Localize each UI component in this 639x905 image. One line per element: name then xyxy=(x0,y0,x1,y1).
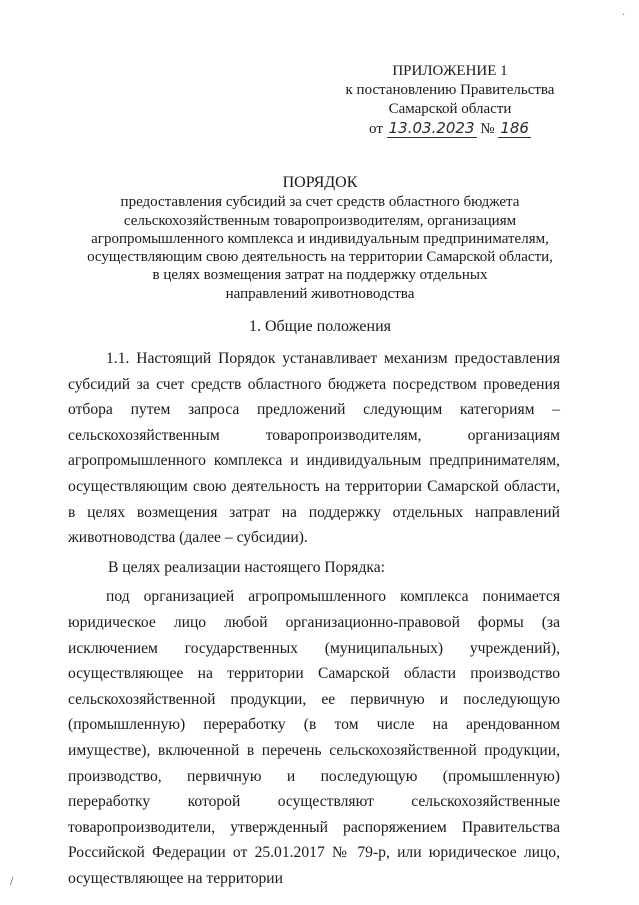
handwritten-date: 13.03.2023 xyxy=(388,119,475,137)
appendix-line-2: Самарской области xyxy=(388,101,512,117)
subtitle-line: в целях возмещения затрат на поддержку отдельных xyxy=(152,267,488,284)
handwritten-number: 186 xyxy=(500,119,529,137)
appendix-header xyxy=(300,62,600,139)
subtitle-line: направлений животноводства xyxy=(225,285,415,302)
appendix-date-line xyxy=(300,119,600,139)
appendix-line-1: к постановлению Правительства xyxy=(345,82,555,98)
subtitle-line: сельскохозяйственным товаропроизводителям, организациям xyxy=(123,212,517,229)
number-sign: № xyxy=(480,121,495,137)
paragraph-1-1: 1.1. Настоящий Порядок устанавливает механизм предоставления субсидий за счет средств областного бюджета посредством проведения отбора путем запроса предложений следующим категориям – сельскохозяйственным товаропроизводителям, организациям агропромышленного комплекса и индивидуальным предпринимателям, осуществляющим свою деятельность на территории Самарской области, в целях возмещения затрат на поддержку отдельных направлений животноводства (далее – субсидии). xyxy=(68,350,560,547)
date-prefix: от xyxy=(369,121,383,137)
subtitle-line: осуществляющим свою деятельность на территории Самарской области, xyxy=(87,249,553,266)
document-body xyxy=(68,346,560,891)
subtitle-line: предоставления субсидий за счет средств областного бюджета xyxy=(120,194,520,211)
paragraph-intro: В целях реализации настоящего Порядка: xyxy=(108,558,385,576)
scan-mark: / xyxy=(10,876,14,887)
subtitle-line: агропромышленного комплекса и индивидуальным предпринимателям, xyxy=(91,230,549,247)
paragraph-definition: под организацией агропромышленного комплекса понимается юридическое лицо любой организационно-правовой формы (за исключением государственных (муниципальных) учреждений), осуществляющее на территории Самарской области производство сельскохозяйственной продукции, ее первичную и последующую (промышленную) переработку (в том числе на арендованном имуществе), включенной в перечень сельскохозяйственной продукции, производство, первичную и последующую (промышленную) переработку которой осуществляют сельскохозяйственные товаропроизводители, утвержденный распоряжением Правительства Российской Федерации от 25.01.2017 № 79-р, или юридическое лицо, осуществляющее на территории xyxy=(68,588,560,887)
scan-mark: · xyxy=(622,10,626,21)
document-heading: ПОРЯДОК xyxy=(282,174,358,191)
section-heading: 1. Общие положения xyxy=(248,318,392,335)
document-title-block xyxy=(60,174,580,303)
appendix-title: ПРИЛОЖЕНИЕ 1 xyxy=(392,63,508,79)
